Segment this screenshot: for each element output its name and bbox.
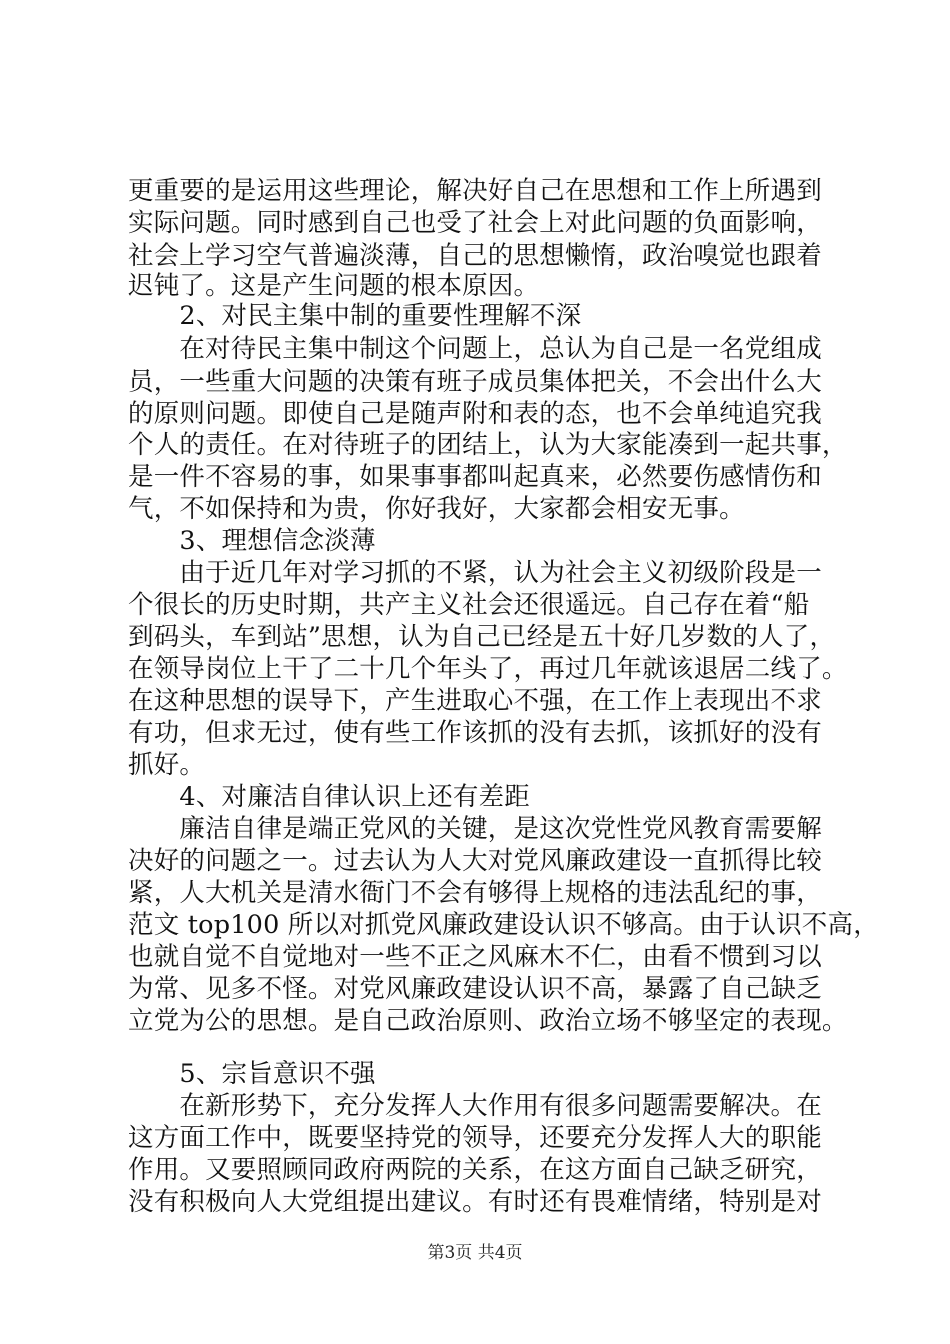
body-line: 是一件不容易的事，如果事事都叫起真来，必然要伤感情伤和 [128,462,822,492]
body-line: 没有积极向人大党组提出建议。有时还有畏难情绪，特别是对 [128,1187,822,1217]
section-heading-4: 4、对廉洁自律认识上还有差距 [128,782,530,812]
body-line: 气，不如保持和为贵，你好我好，大家都会相安无事。 [128,494,745,524]
body-line: 在这种思想的误导下，产生进取心不强，在工作上表现出不求 [128,686,822,716]
body-line: 个很长的历史时期，共产主义社会还很遥远。自己存在着“船 [128,590,810,620]
body-line: 也就自觉不自觉地对一些不正之风麻木不仁，由看不惯到习以 [128,942,822,972]
body-line: 这方面工作中，既要坚持党的领导，还要充分发挥人大的职能 [128,1123,822,1153]
body-line: 紧，人大机关是清水衙门不会有够得上规格的违法乱纪的事， [128,878,822,908]
body-line: 的原则问题。即使自己是随声附和表的态，也不会单纯追究我 [128,399,822,429]
body-line: 立党为公的思想。是自己政治原则、政治立场不够坚定的表现。 [128,1006,848,1036]
section-heading-5: 5、宗旨意识不强 [128,1059,376,1089]
section-heading-3: 3、理想信念淡薄 [128,526,376,556]
body-line: 廉洁自律是端正党风的关键，是这次党性党风教育需要解 [128,814,822,844]
body-line: 在对待民主集中制这个问题上，总认为自己是一名党组成 [128,334,822,364]
body-line: 更重要的是运用这些理论，解决好自己在思想和工作上所遇到 [128,176,822,206]
body-line: 由于近几年对学习抓的不紧，认为社会主义初级阶段是一 [128,558,822,588]
page-number-footer: 第3页 共4页 [427,1243,523,1263]
body-line: 员，一些重大问题的决策有班子成员集体把关，不会出什么大 [128,367,822,397]
body-line: 在领导岗位上干了二十几个年头了，再过几年就该退居二线了。 [128,654,848,684]
body-line: 决好的问题之一。过去认为人大对党风廉政建设一直抓得比较 [128,846,822,876]
section-heading-2: 2、对民主集中制的重要性理解不深 [128,301,582,331]
body-line: 作用。又要照顾同政府两院的关系，在这方面自己缺乏研究， [128,1155,822,1185]
body-line: 范文 top100 所以对抓党风廉政建设认识不够高。由于认识不高， [128,910,879,940]
body-line: 社会上学习空气普遍淡薄，自己的思想懒惰，政治嗅觉也跟着 [128,241,822,271]
body-line: 在新形势下，充分发挥人大作用有很多问题需要解决。在 [128,1091,822,1121]
body-line: 为常、见多不怪。对党风廉政建设认识不高，暴露了自己缺乏 [128,974,822,1004]
body-line: 到码头，车到站”思想，认为自己已经是五十好几岁数的人了， [128,622,836,652]
body-line: 迟钝了。这是产生问题的根本原因。 [128,271,540,301]
body-line: 抓好。 [128,750,206,780]
body-line: 实际问题。同时感到自己也受了社会上对此问题的负面影响， [128,208,822,238]
body-line: 个人的责任。在对待班子的团结上，认为大家能凑到一起共事， [128,430,848,460]
body-line: 有功，但求无过，使有些工作该抓的没有去抓，该抓好的没有 [128,718,822,748]
